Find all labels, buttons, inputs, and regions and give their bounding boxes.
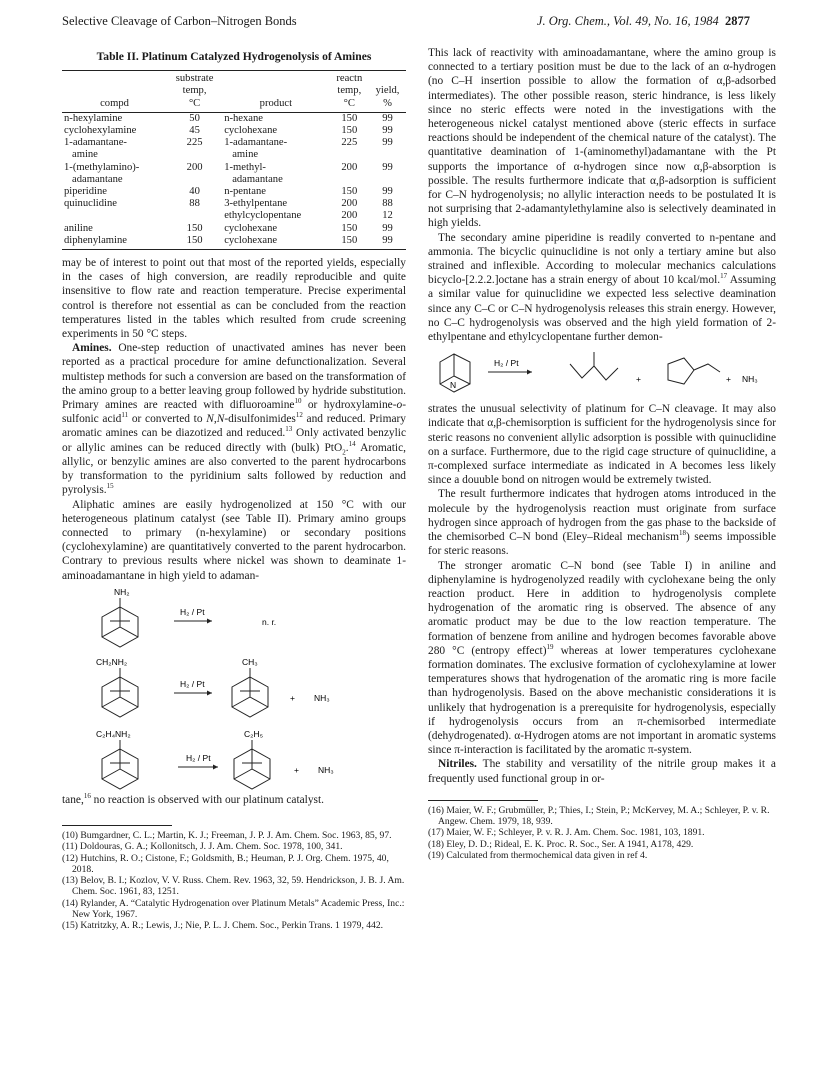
yield-cell: 88 [382, 198, 393, 210]
footnote-11: (11) Doldouras, G. A.; Kollonitsch, J. J. Am. Chem. Soc. 1978, 100, 341. [62, 841, 343, 853]
compd-cell: quinuclidine [64, 198, 117, 210]
compd-cell: cyclohexylamine [64, 125, 137, 137]
right-paragraph-4: The result furthermore indicates that hydrogen atoms introduced in the molecule by the hydrogenolysis reaction must originate from surface hydrogen since approach of hydrogen from the gas phase to the backside of the chemisorbed C–N bond (Eley–Rideal mechanism$^{18}$) seems impossible for steric reasons. [428, 488, 777, 558]
right-paragraph-1: This lack of reactivity with aminoadamantane, where the amino group is connected to a tertiary position must be due to the lack of an α-hydrogen (no C–H insertion possible to allow the formation of α,β-adsorbed intermediates). The other possible reason, steric hindrance, is less likely since no steric effects were noted in the investigations with the heterogeneous nickel catalyst mentioned above (steric effects in surface reactions should be independent of the chemical nature of the catalyst). The quantitative deamination of 1-(aminomethyl)adamantane with the Pt supports the importance of α-hydrogen since now α,β-absorption is possible. The results furthermore indicate that α,β-adsorption is sufficient for C–N hydrogenolysis; no allylic interaction needs to be postulated It is not surprising that 2-adamantylethylamine also is selectively deaminated in high yields. [428, 47, 776, 230]
reactn-temp-cell: 200 [341, 161, 358, 173]
footnote-14: (14) Rylander, A. “Catalytic Hydrogenation over Platinum Metals” Academic Press, Inc.: New York, 1967. [62, 897, 405, 920]
compd-cell: diphenylamine [62, 235, 167, 250]
product-cell: ethylcyclopentane [224, 210, 302, 222]
compd-cell: n-hexylamine [64, 112, 123, 124]
th-yield-2: % [369, 98, 406, 113]
reactn-temp-cell: 150 [330, 235, 370, 250]
footnote-19: (19) Calculated from thermochemical data given in ref 4. [428, 849, 648, 861]
substrate-temp-cell: 40 [189, 186, 200, 198]
page-number: 2877 [725, 14, 750, 28]
table-caption: Table II. Platinum Catalyzed Hydrogenolysis of Amines [96, 50, 372, 63]
footnote-17: (17) Maier, W. F.; Schleyer, P. v. R. J. Am. Chem. Soc. 1981, 103, 1891. [428, 827, 705, 839]
substrate-temp-cell: 150 [186, 222, 203, 234]
substrate-temp-cell [167, 210, 222, 222]
ethylpentane-structure [570, 364, 618, 380]
product-cell: 1-adamantane- amine [224, 137, 288, 161]
reactn-temp-cell: 225 [341, 137, 358, 149]
table-row [62, 223, 406, 235]
label-c2h4nh2: C₂H₄NH₂ [96, 728, 131, 739]
product-cell: 3-ethylpentane [224, 198, 288, 210]
header-journal: J. Org. Chem., Vol. 49, No. 16, 1984 2877 [536, 14, 750, 28]
th-reactn-temp-2: temp, [337, 85, 362, 97]
adamantane-reaction-scheme [62, 583, 406, 791]
yield-cell: 12 [382, 210, 393, 222]
adamantane-structure-3 [232, 677, 268, 717]
product-cell: n-hexane [224, 112, 264, 124]
label-plus-q1: + [636, 374, 641, 385]
label-no-reaction: n. r. [262, 616, 277, 627]
product-cell: cyclohexane [224, 125, 278, 137]
product-cell: cyclohexane [224, 222, 278, 234]
left-paragraph-1: may be of interest to point out that most of the reported yields, especially in the cases of high conversion, are readily reproducible and quite insensitive to flow rate and reaction temperature. Precise experimental control is therefore not essential as can be concluded from the reaction temperatures listed in the tables which resulted from crude screening experiments in 50 °C steps. [62, 257, 406, 341]
yield-cell: 99 [382, 161, 393, 173]
running-header [62, 14, 750, 34]
th-reactn-temp-1: reactn [330, 71, 370, 86]
table-row [62, 210, 406, 222]
left-paragraph-4: tane,$^{16}$ no reaction is observed with our platinum catalyst. [62, 791, 324, 806]
ethylcyclopentane-structure [668, 358, 720, 384]
label-h2pt-1: H₂ / Pt [180, 606, 205, 617]
substrate-temp-cell: 45 [189, 125, 200, 137]
table-row [62, 186, 406, 198]
th-reactn-temp-3: °C [330, 98, 370, 113]
footnote-18: (18) Eley, D. D.; Rideal, E. K. Proc. R. Soc., Ser. A 1941, A178, 429. [428, 838, 694, 850]
substrate-temp-cell: 150 [167, 235, 222, 250]
reactn-temp-cell: 150 [341, 186, 358, 198]
adamantane-structure-5 [234, 749, 270, 789]
right-paragraph-6: Nitriles. The stability and versatility of the nitrile group makes it a frequently used functional group in or- [428, 758, 776, 785]
table-row [62, 198, 406, 210]
label-plus-1: + [290, 692, 295, 703]
header-title: Selective Cleavage of Carbon–Nitrogen Bonds [62, 14, 297, 28]
substrate-temp-cell: 225 [186, 137, 203, 149]
th-substrate-temp-3: °C [167, 98, 222, 113]
footnotes-left [62, 825, 406, 932]
yield-cell: 99 [369, 235, 406, 250]
th-compd: compd [62, 98, 167, 113]
label-nh3-1: NH₃ [314, 692, 330, 703]
table-row [62, 235, 406, 250]
substrate-temp-cell: 200 [186, 161, 203, 173]
th-product: product [222, 98, 329, 113]
label-nh3-2: NH₃ [318, 764, 334, 775]
yield-cell: 99 [382, 186, 393, 198]
right-paragraph-5: The stronger aromatic C–N bond (see Table I) in aniline and diphenylamine is hydrogenolyzed readily with cyclohexane being the only reaction product. Here in addition to hydrogenolysis complete hydrogenation of the aromatic ring is observed. The absence of any aromatic product may be due to the low reaction temperature. The formation of benzene from aniline and hydrogen becomes favorable above 280 °C (entropy effect)$^{19}$ whereas at lower temperatures cyclohexane formation dominates. The exclusive formation of cyclohexylamine at lower temperatures shows that hydrogenation of the aromatic ring is more facile than hydrogenolysis. Based on the above mechanistic considerations it is unlikely that hydrogenation is a prerequisite for hydrogenolysis, especially if hydrogenolysis occurs from an π-chemisorbed intermediate (dehydrogenated). α-Hydrogen atoms are not important in aromatic systems since π-interaction is facilitated by the aromatic π-system. [428, 559, 777, 757]
compd-cell: 1-(methylamino)- adamantane [64, 161, 140, 185]
adamantane-structure-4 [102, 749, 138, 789]
product-cell: 1-methyl- adamantane [224, 161, 283, 185]
footnote-12: (12) Hutchins, R. O.; Cistone, F.; Goldsmith, B.; Heuman, P. J. Org. Chem. 1975, 40, 2018. [62, 852, 389, 875]
label-h2pt-2: H₂ / Pt [180, 678, 205, 689]
label-ch3: CH₃ [242, 656, 258, 667]
table-row [62, 112, 406, 125]
product-cell: cyclohexane [222, 235, 329, 250]
compd-cell [62, 210, 167, 222]
th-substrate-temp-2: temp, [182, 85, 207, 97]
left-paragraph-2: Amines. One-step reduction of unactivated amines has never been reported as a practical procedure for amine defunctionalization. Several multistep methods for such a conversion are based on the transformation of the amino group to a better leaving group followed by hydride substitution. Primary amines are reacted with difluoroamine$^{10}$ or hydroxylamine-o-sulfonic acid$^{11}$ or converted to N,N-disulfonimides$^{12}$ and reduced. Primary aromatic amines can be diazotized and reduced.$^{13}$ Only activated benzylic or allylic amines can be reduced directly with (bulk) PtO$_2$.$^{14}$ Aromatic, allylic, or benzylic amines are also converted to the parent hydrocarbons by transformation to the pyridinium salts followed by reduction and pyrolysis.$^{15}$ [62, 342, 407, 497]
footnotes-right [428, 800, 776, 861]
label-ch2nh2: CH₂NH₂ [96, 656, 128, 667]
left-column [62, 46, 406, 932]
label-nh2: NH₂ [114, 586, 130, 597]
reactn-temp-cell: 150 [341, 125, 358, 137]
label-h2pt-3: H₂ / Pt [186, 752, 211, 763]
left-paragraph-3: Aliphatic amines are easily hydrogenolized at 150 °C with our heterogeneous platinum catalyst (see Table II). Primary amino groups connected to primary (n-hexylamine) or secondary positions (cyclohexylamine) are quantitatively converted to the parent hydrocarbon. Contrary to previous results where nickel was shown to deaminate 1-aminoadamantane in high yield to adaman- [62, 498, 406, 582]
substrate-temp-cell: 50 [189, 112, 200, 124]
footnote-13: (13) Belov, B. I.; Kozlov, V. V. Russ. Chem. Rev. 1963, 32, 59. Hendrickson, J. B. J. Am. Chem. Soc. 1961, 83, 1251. [62, 875, 405, 898]
table-row [62, 125, 406, 137]
label-h2pt-q: H₂ / Pt [494, 358, 519, 369]
amines-table [62, 70, 406, 250]
yield-cell: 99 [382, 222, 393, 234]
th-yield-1: yield, [375, 85, 400, 97]
reactn-temp-cell: 150 [341, 112, 358, 124]
footnote-10: (10) Bumgardner, C. L.; Martin, K. J.; Freeman, J. P. J. Am. Chem. Soc. 1963, 85, 97. [62, 829, 392, 841]
label-c2h5: C₂H₅ [244, 728, 264, 739]
right-paragraph-3: strates the unusual selectivity of platinum for C–N cleavage. It may also indicate that α,β-chemisorption is sufficient for the hydrogenolysis since for steric reasons no convenient allylic adsorption is possible with quinuclidine on a surface. Furthermore, due to the rigid cage structure of quinuclidine, a π-complexed surface intermediate as indicated in A becomes less likely since a douuble bond on nitrogen would be extremely twisted. [428, 403, 776, 487]
substrate-temp-cell: 88 [189, 198, 200, 210]
footnote-16: (16) Maier, W. F.; Grubmüller, P.; Thies, I.; Stein, P.; McKervey, M. A.; Schleyer, P. v. R. Angew. Chem. 1979, 18, 939. [428, 804, 770, 828]
label-nh3-q: NH₃ [742, 374, 758, 385]
quinuclidine-reaction-scheme [428, 344, 776, 402]
label-plus-q2: + [726, 374, 731, 385]
footnote-15: (15) Katritzky, A. R.; Lewis, J.; Nie, P. L. J. Chem. Soc., Perkin Trans. 1 1979, 442. [62, 920, 384, 932]
yield-cell: 99 [382, 125, 393, 137]
right-column [428, 46, 776, 861]
adamantane-structure-2 [102, 677, 138, 717]
right-paragraph-2: The secondary amine piperidine is readily converted to n-pentane and ammonia. The bicyclic quinuclidine is not only a tertiary amine but also strained and inflexible. According to molecular mechanics calculations bicyclo-[2.2.2.]octane has a strain energy of about 10 kcal/mol.$^{17}$ Assuming a similar value for quinuclidine we expected less selective deamination since any C–C or C–N hydrogenolysis releases this strain energy. However, no C–C hydrogenolysis was observed and the high yield formation of 2-ethylpentane and ethylcyclopentane further demon- [428, 231, 776, 344]
product-cell: n-pentane [224, 186, 266, 198]
table-row [62, 162, 406, 186]
compd-cell: aniline [64, 222, 93, 234]
label-n-quinuclidine: N [450, 380, 457, 391]
compd-cell: 1-adamantane- amine [64, 137, 127, 161]
th-substrate-temp-1: substrate [167, 71, 222, 86]
compd-cell: piperidine [64, 186, 107, 198]
yield-cell: 99 [382, 137, 393, 149]
yield-cell: 99 [382, 112, 393, 124]
reactn-temp-cell: 200 [341, 198, 358, 210]
reactn-temp-cell: 200 [341, 210, 358, 222]
adamantane-structure-1 [102, 607, 138, 647]
label-plus-2: + [294, 764, 299, 775]
table-row [62, 137, 406, 161]
reactn-temp-cell: 150 [341, 222, 358, 234]
